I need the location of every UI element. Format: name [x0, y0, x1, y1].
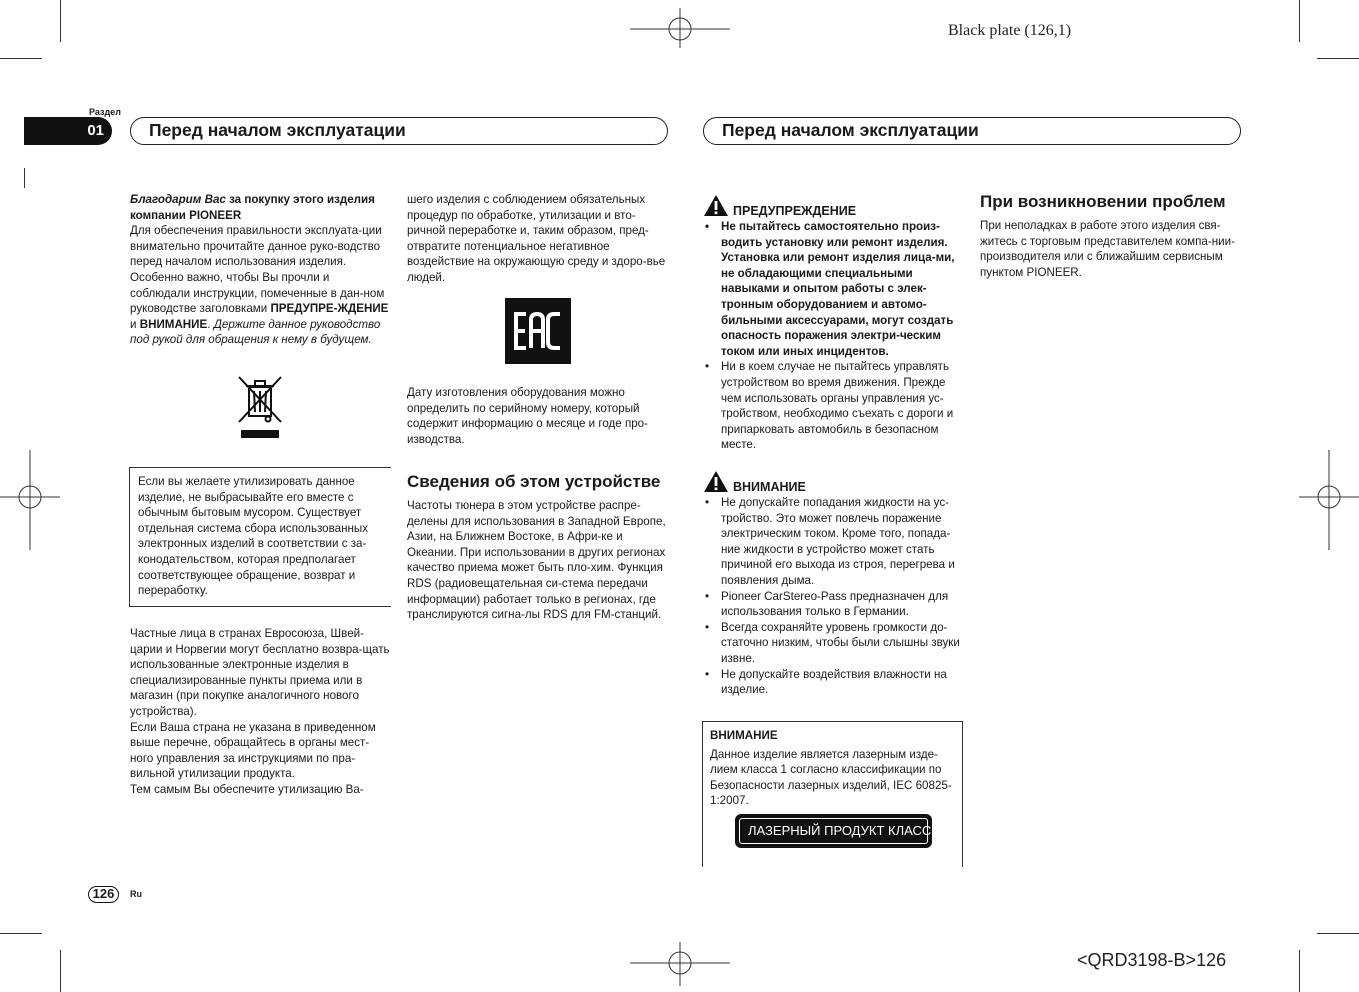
- disposal-continued: [130, 626, 392, 798]
- crop-mark: [60, 0, 61, 42]
- disposal-paragraph: Тем самым Вы обеспечите утилизацию Ва-: [130, 782, 364, 796]
- list-item: • Ни в коем случае не пытайтесь управлять устройством во время движения. Прежде чем использовать органы управления ус-тройством, необходимо съехать с дороги и припарковать автомобиль в безопасном месте.: [703, 359, 965, 453]
- caution-title: ВНИМАНИЕ: [733, 479, 806, 494]
- list-item: • Pioneer CarStereo-Pass предназначен для использования только в Германии.: [703, 589, 965, 620]
- disposal-paragraph: Частные лица в странах Евросоюза, Швей-царии и Норвегии могут бесплатно возвра-щать использованные электронные изделия в специализированные пункты приема или в магазин (при покупке аналогичного нового устройства).: [130, 627, 390, 718]
- warning-title: ПРЕДУПРЕЖДЕНИЕ: [733, 203, 857, 218]
- production-date-info: [407, 385, 669, 447]
- crop-mark: [1299, 950, 1300, 992]
- caution-section: [703, 470, 965, 698]
- crop-mark: [0, 58, 42, 59]
- caution-list: [703, 495, 965, 698]
- list-item: • Не допускайте воздействия влажности на изделие.: [703, 667, 965, 698]
- device-info: [407, 498, 669, 623]
- registration-mark-icon: [630, 8, 730, 48]
- registration-mark-icon: [630, 942, 730, 986]
- device-info-text: Частоты тюнера в этом устройстве распре-делены для использования в Западной Европе, Азии, на Ближнем Востоке, в Афри-ке и Океании. При использовании в других регионах качество приема может быть пло-хим. Функция RDS (радиовещательная си-стема передачи информации) работает только в регионах, где транслируются сигна-лы RDS для FM-станций.: [407, 499, 666, 622]
- laser-label-text: ЛАЗЕРНЫЙ ПРОДУКТ КЛАСС 1: [739, 818, 928, 844]
- warning-section: [703, 194, 965, 453]
- crop-mark: [0, 933, 42, 934]
- page-number: 126: [88, 886, 119, 903]
- list-item: • Не пытайтесь самостоятельно произ-водить установку или ремонт изделия. Установка или ремонт изделия лица-ми, не обладающими специальными навыками и опытом работы с элек-тронным оборудованием и автомо-бильными аксессуарами, могут создать опасность поражения электри-ческим током или иных инцидентов.: [703, 219, 965, 359]
- laser-box-text: Данное изделие является лазерным изде-лием класса 1 согласно классификации по Безопасности лазерных изделий, IEC 60825-1:2007.: [710, 747, 952, 808]
- warning-heading: [703, 194, 965, 217]
- crop-mark: [24, 168, 25, 188]
- warning-triangle-icon: [703, 470, 729, 493]
- crop-mark: [60, 950, 61, 992]
- intro-paragraph: Для обеспечения правильности эксплуата-ции внимательно прочитайте данное руко-водство перед началом использования изделия. Особенно важно, чтобы Вы прочли и соблюдали инструкции, помеченные в дан-ном руководстве заголовками ПРЕДУПРЕ-ЖДЕНИЕ и ВНИМАНИЕ. Держите данное руководство под рукой для обращения к нему в будущем.: [130, 224, 389, 347]
- registration-mark-icon: [1299, 450, 1359, 550]
- warning-triangle-icon: [703, 194, 729, 217]
- section-number: 01: [24, 117, 112, 145]
- laser-product-label: [735, 814, 943, 848]
- disposal-column-continued: [407, 192, 669, 286]
- weee-crossed-bin-icon: [236, 374, 284, 440]
- eac-logo-icon: [505, 298, 571, 364]
- crop-mark: [1317, 58, 1359, 59]
- crop-mark: [1317, 933, 1359, 934]
- language-code: Ru: [130, 889, 142, 899]
- laser-box-title: ВНИМАНИЕ: [710, 729, 778, 742]
- troubleshooting-heading: При возникновении проблем: [980, 192, 1226, 211]
- production-date-text: Дату изготовления оборудования можно определить по серийному номеру, который содержит информацию о месяце и годе про-изводства.: [407, 386, 648, 446]
- crop-mark: [1299, 0, 1300, 42]
- intro-heading: Благодарим Вас за покупку этого изделия компании PIONEER: [130, 193, 375, 222]
- section-label: Раздел: [89, 107, 121, 117]
- intro-column: [130, 192, 392, 348]
- document-code: <QRD3198-B>126: [1077, 950, 1227, 970]
- page-title-right: Перед началом эксплуатации: [703, 117, 1241, 145]
- troubleshooting-text: При неполадках в работе этого изделия свя-житесь с торговым представителем компа-нии-производителя или с ближайшим сервисным пунктом PIONEER.: [980, 219, 1235, 279]
- disposal-info-box: [129, 467, 391, 607]
- black-plate-label: Black plate (126,1): [948, 22, 1072, 39]
- eac-mark: [505, 298, 571, 364]
- caution-heading: [703, 470, 965, 493]
- list-item: • Всегда сохраняйте уровень громкости до-статочно низким, чтобы были слышны звуки извне.: [703, 620, 965, 667]
- disposal-paragraph: шего изделия с соблюдением обязательных процедур по обработке, утилизации и вто-ричной переработке и, таким образом, пред-отвратите потенциальное негативное воздействие на окружающую среду и здоро-вье людей.: [407, 193, 666, 284]
- list-item: • Не допускайте попадания жидкости на ус-тройство. Это может повлечь поражение электрическим током. Кроме того, попада-ние жидкости в устройство может стать причиной его выхода из строя, перегрева и появления дыма.: [703, 495, 965, 589]
- troubleshooting-info: [980, 218, 1242, 280]
- disposal-box-text: Если вы желаете утилизировать данное изделие, не выбрасывайте его вместе с обычным бытовым мусором. Существует отдельная система сбора использованных электронных изделий в соответствии с за-конодательством, которая предполагает соответствующее обращение, возврат и переработку.: [138, 475, 369, 598]
- page-title-left: Перед началом эксплуатации: [130, 117, 668, 145]
- device-info-heading: Сведения об этом устройстве: [407, 472, 661, 491]
- registration-mark-icon: [0, 450, 60, 550]
- warning-list: [703, 219, 965, 453]
- disposal-paragraph: Если Ваша страна не указана в приведенном выше перечне, обращайтесь в органы мест-ного управления за инструкциями по пра-вильной утилизации продукта.: [130, 720, 376, 781]
